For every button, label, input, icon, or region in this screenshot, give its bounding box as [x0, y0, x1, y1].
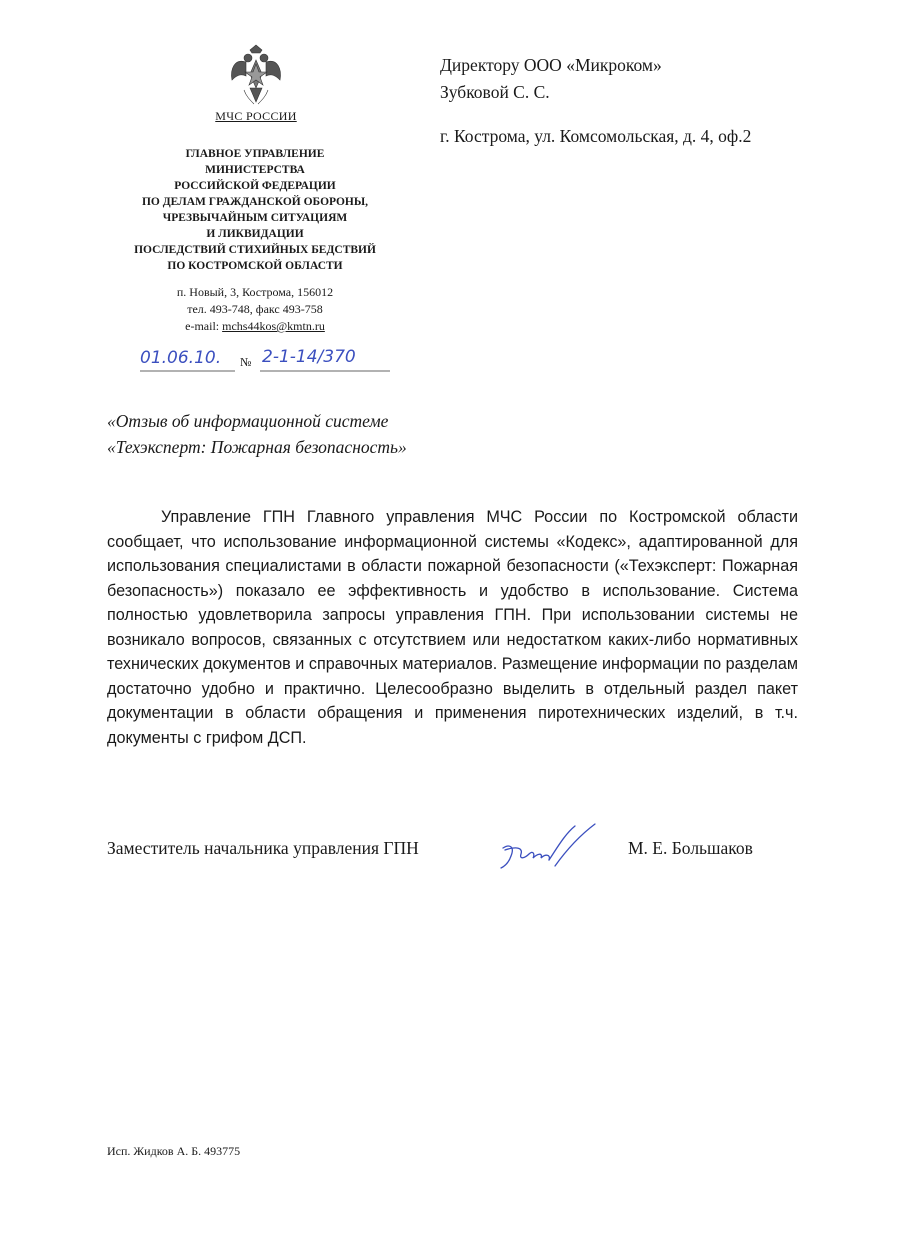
mchs-emblem-icon — [226, 44, 286, 114]
department-line: ПО КОСТРОМСКОЙ ОБЛАСТИ — [167, 260, 343, 272]
signer-position: Заместитель начальника управления ГПН — [107, 838, 419, 858]
department-line: ГЛАВНОЕ УПРАВЛЕНИЕ — [185, 148, 325, 160]
postal-address: п. Новый, 3, Кострома, 156012 — [176, 285, 334, 299]
addressee-name: Зубковой С. С. — [440, 82, 550, 102]
subject-line: «Отзыв об информационной системе — [107, 411, 389, 431]
agency-name: МЧС РОССИИ — [215, 109, 297, 123]
email-label: e-mail: — [185, 319, 223, 333]
addressee-address: г. Кострома, ул. Комсомольская, д. 4, оф.2 — [440, 126, 752, 146]
addressee-block — [440, 52, 662, 106]
subject-line: «Техэксперт: Пожарная безопасность» — [107, 437, 407, 457]
signer-name: М. Е. Большаков — [628, 838, 753, 858]
email-link[interactable]: mchs44kos@kmtn.ru — [222, 319, 325, 333]
executor-note: Исп. Жидков А. Б. 493775 — [107, 1144, 241, 1158]
registration-number: 2-1-14/370 — [262, 347, 356, 367]
letterhead-contacts — [130, 284, 380, 335]
letter-subject — [107, 408, 407, 460]
department-name — [100, 146, 410, 274]
email-line — [130, 318, 380, 335]
addressee-position: Директору ООО «Микроком» — [440, 55, 662, 75]
department-line: ПОСЛЕДСТВИЙ СТИХИЙНЫХ БЕДСТВИЙ — [134, 244, 376, 256]
registration-date: 01.06.10. — [140, 348, 222, 368]
department-line: МИНИСТЕРСТВА — [205, 164, 305, 176]
department-line: ПО ДЕЛАМ ГРАЖДАНСКОЙ ОБОРОНЫ, — [141, 196, 369, 208]
department-line: И ЛИКВИДАЦИИ — [206, 228, 304, 240]
department-line: РОССИЙСКОЙ ФЕДЕРАЦИИ — [174, 180, 336, 192]
handwritten-signature-icon — [495, 818, 605, 878]
number-sign: № — [240, 355, 252, 369]
department-line: ЧРЕЗВЫЧАЙНЫМ СИТУАЦИЯМ — [162, 212, 348, 224]
phone-fax: тел. 493-748, факс 493-758 — [187, 302, 323, 316]
letter-body: Управление ГПН Главного управления МЧС России по Костромской области сообщает, что использование информационной системы «Кодекс», адаптированной для использования специалистами в области пожарной безопасности («Техэксперт: Пожарная безопасность») показало ее эффективность и удобство в использование. Система полностью удовлетворила запросы управления ГПН. При использовании системы не возникало вопросов, связанных с отсутствием или недостатком каких-либо нормативных технических документов и справочных материалов. Размещение информации по разделам достаточно удобно и практично. Целесообразно выделить в отдельный раздел пакет документации в области обращения и применения пиротехнических изделий, в т.ч. документы с грифом ДСП. — [107, 508, 798, 747]
registration-underline — [140, 368, 400, 374]
